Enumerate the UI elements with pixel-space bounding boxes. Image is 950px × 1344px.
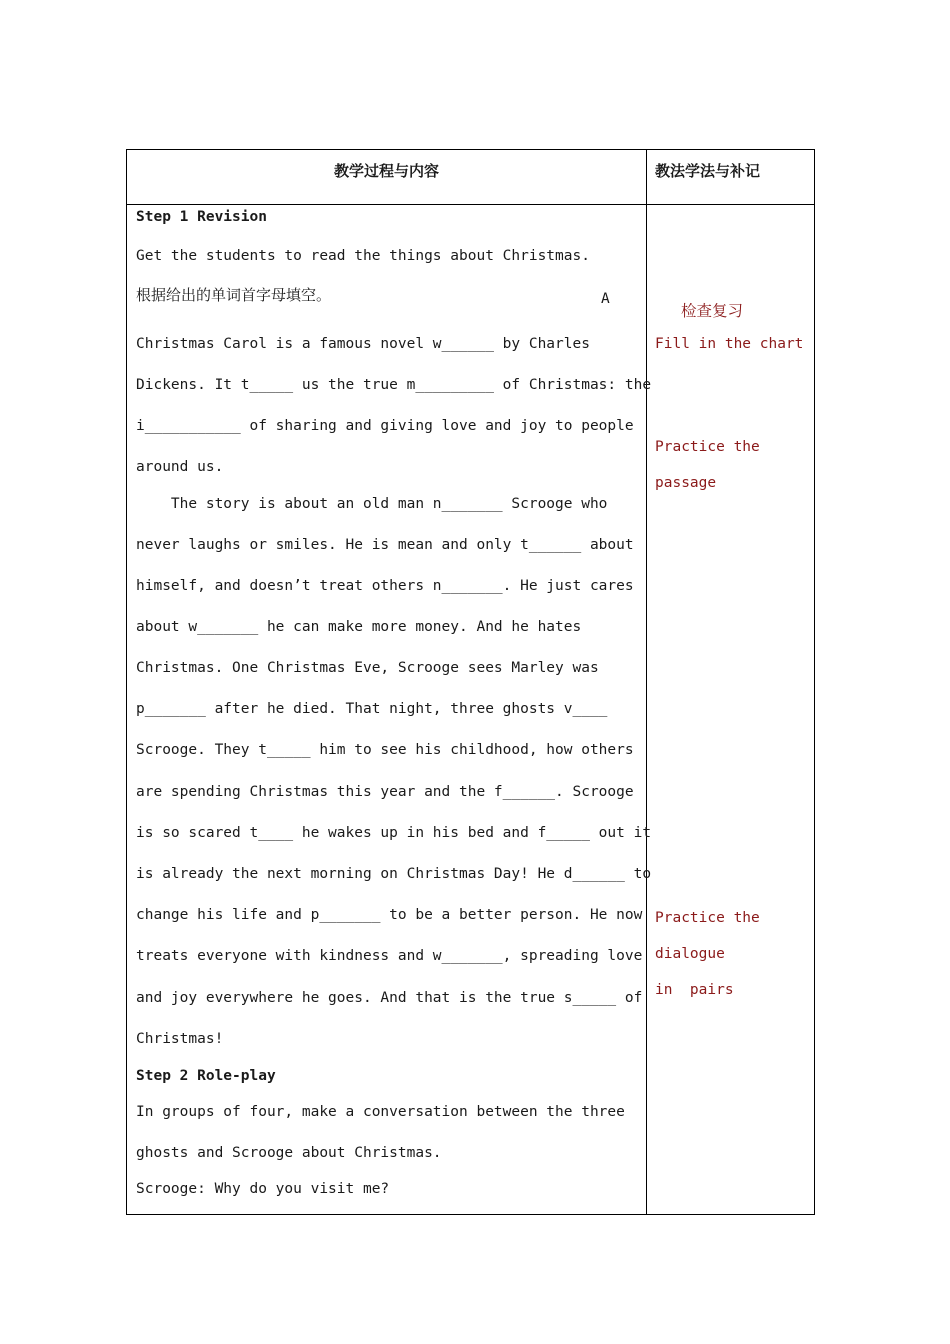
note-practice-dialogue: Practice the (655, 910, 760, 926)
note-practice-passage: Practice the (655, 439, 760, 455)
passage-line: The story is about an old man n_______ Scrooge who (136, 496, 608, 512)
passage-line: is already the next morning on Christmas Day! He d______ to (136, 866, 652, 882)
passage-line: about w_______ he can make more money. And he hates (136, 619, 582, 635)
passage-line: Christmas Carol is a famous novel w______ by Charles (136, 336, 590, 352)
note-fill-chart: Fill in the chart (655, 336, 804, 352)
passage-line: and joy everywhere he goes. And that is the true s_____ of (136, 990, 643, 1006)
step1-instruction-cn: 根据给出的单词首字母填空。 (136, 286, 332, 304)
step1-instruction: Get the students to read the things about Christmas. (136, 248, 590, 264)
header-divider (127, 204, 814, 205)
step2-instruction: In groups of four, make a conversation between the three (136, 1104, 625, 1120)
lesson-plan-table (126, 149, 815, 1215)
header-teaching-process: 教学过程与内容 (333, 162, 439, 180)
passage-line: treats everyone with kindness and w_______, spreading love (136, 948, 643, 964)
passage-line: Christmas. One Christmas Eve, Scrooge sees Marley was (136, 660, 599, 676)
passage-line: himself, and doesn’t treat others n_______. He just cares (136, 578, 634, 594)
step2-title: Step 2 Role-play (136, 1068, 276, 1084)
note-review: 检查复习 (681, 302, 744, 320)
step1-title: Step 1 Revision (136, 209, 267, 225)
column-divider (646, 150, 647, 1214)
passage-line: around us. (136, 459, 224, 475)
passage-line: Dickens. It t_____ us the true m_________ of Christmas: the (136, 377, 652, 393)
passage-line: are spending Christmas this year and the f______. Scrooge (136, 784, 634, 800)
note-practice-dialogue: in pairs (655, 982, 734, 998)
passage-line: change his life and p_______ to be a better person. He now (136, 907, 643, 923)
passage-line: p_______ after he died. That night, three ghosts v____ (136, 701, 608, 717)
note-practice-dialogue: dialogue (655, 946, 725, 962)
note-practice-passage: passage (655, 475, 717, 491)
passage-line: never laughs or smiles. He is mean and only t______ about (136, 537, 634, 553)
step2-instruction: ghosts and Scrooge about Christmas. (136, 1145, 442, 1161)
dialogue-line: Scrooge: Why do you visit me? (136, 1181, 390, 1197)
passage-line: Scrooge. They t_____ him to see his childhood, how others (136, 742, 634, 758)
passage-marker: A (601, 291, 610, 307)
passage-line: Christmas! (136, 1031, 224, 1047)
header-teaching-notes: 教法学法与补记 (655, 162, 761, 180)
passage-line: is so scared t____ he wakes up in his bed and f_____ out it (136, 825, 652, 841)
passage-line: i___________ of sharing and giving love and joy to people (136, 418, 634, 434)
